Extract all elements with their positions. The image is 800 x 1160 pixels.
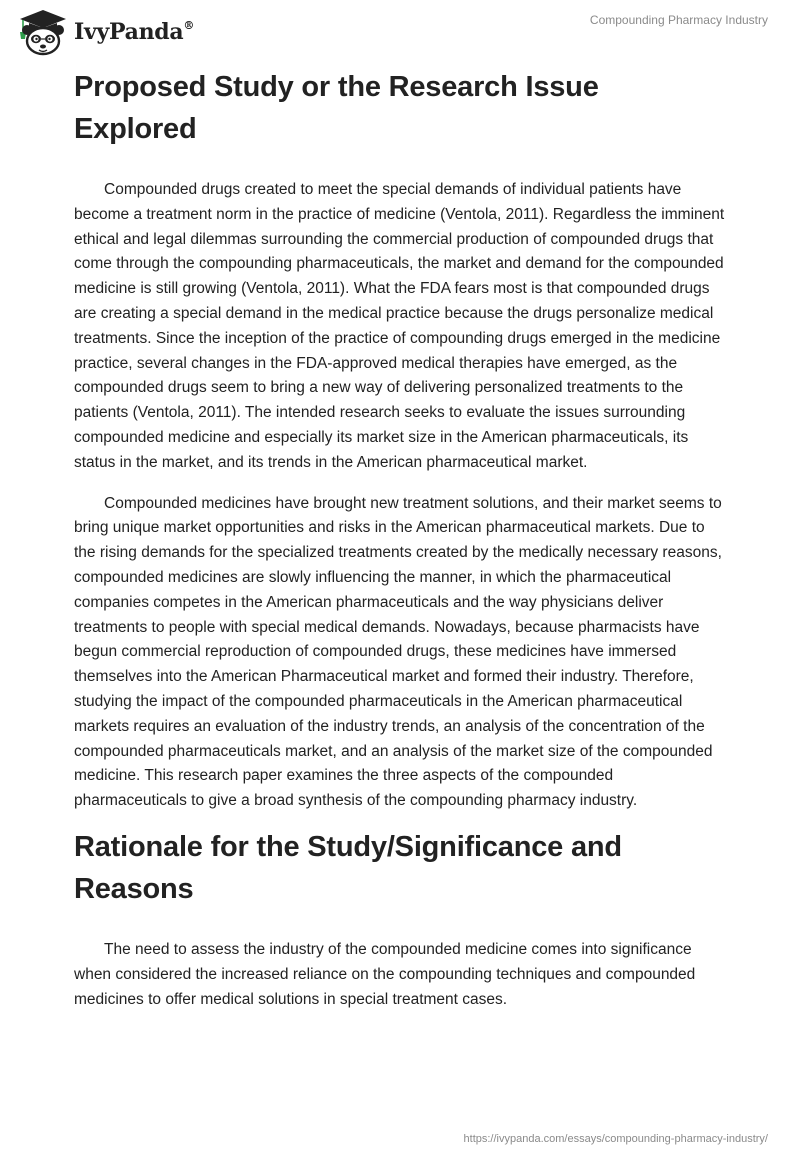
paragraph: Compounded drugs created to meet the special demands of individual patients have become a treatment norm in the practice of medicine (Ventola, 2011). Regardless the imminent ethical and legal dilemmas surrounding the commercial production of compounded drugs that come through the compounding pharmaceuticals, the market and demand for the compounded medicine is still growing (Ventola, 2011). What the FDA fears most is that compounded drugs are creating a special demand in the medical practice because the drugs personalize medical treatments. Since the inception of the practice of compounding drugs emerged in the medicine practice, several changes in the FDA-approved medical therapies have emerged, as the compounded drugs seem to bring a new way of delivering personalized treatments to the patients (Ventola, 2011). The intended research seeks to evaluate the issues surrounding compounded medicine and especially its market size in the American pharmaceuticals, its status in the market, and its trends in the American pharmaceutical market. <box>74 181 725 471</box>
brand-name: IvyPanda® <box>74 19 195 45</box>
brand-logo[interactable] <box>14 8 194 56</box>
running-title: Compounding Pharmacy Industry <box>589 13 768 27</box>
section-heading: Rationale for the Study/Significance and Reasons <box>74 830 622 905</box>
panda-graduate-logo-icon <box>14 8 72 56</box>
page-header <box>0 0 800 60</box>
source-url[interactable]: https://ivypanda.com/essays/compounding-pharmacy-industry/ <box>463 1133 768 1145</box>
section-heading: Proposed Study or the Research Issue Explored <box>74 71 599 145</box>
paragraph: The need to assess the industry of the compounded medicine comes into significance when considered the increased reliance on the compounding techniques and compounded medicines to offer medical solutions in special treatment cases. <box>74 940 696 1008</box>
paragraph: Compounded medicines have brought new treatment solutions, and their market seems to bring unique market opportunities and risks in the American pharmaceutical markets. Due to the rising demands for the specialized treatments created by the medically necessary reasons, compounded medicines are slowly influencing the manner, in which the pharmaceutical companies competes in the American pharmaceuticals and the way physicians deliver treatments to people with special medical demands. Nowadays, because pharmacists have begun commercial reproduction of compounded drugs, these medicines have immersed themselves into the American Pharmaceutical market and formed their industry. Therefore, studying the impact of the compounded pharmaceuticals in the American pharmaceutical markets requires an evaluation of the industry trends, an analysis of the concentration of the compounded pharmaceuticals market, and an analysis of the market size of the compounded medicine. This research paper examines the three aspects of the compounded pharmaceuticals to give a broad synthesis of the compounding pharmacy industry. <box>74 494 722 810</box>
essay-content <box>74 66 728 1012</box>
